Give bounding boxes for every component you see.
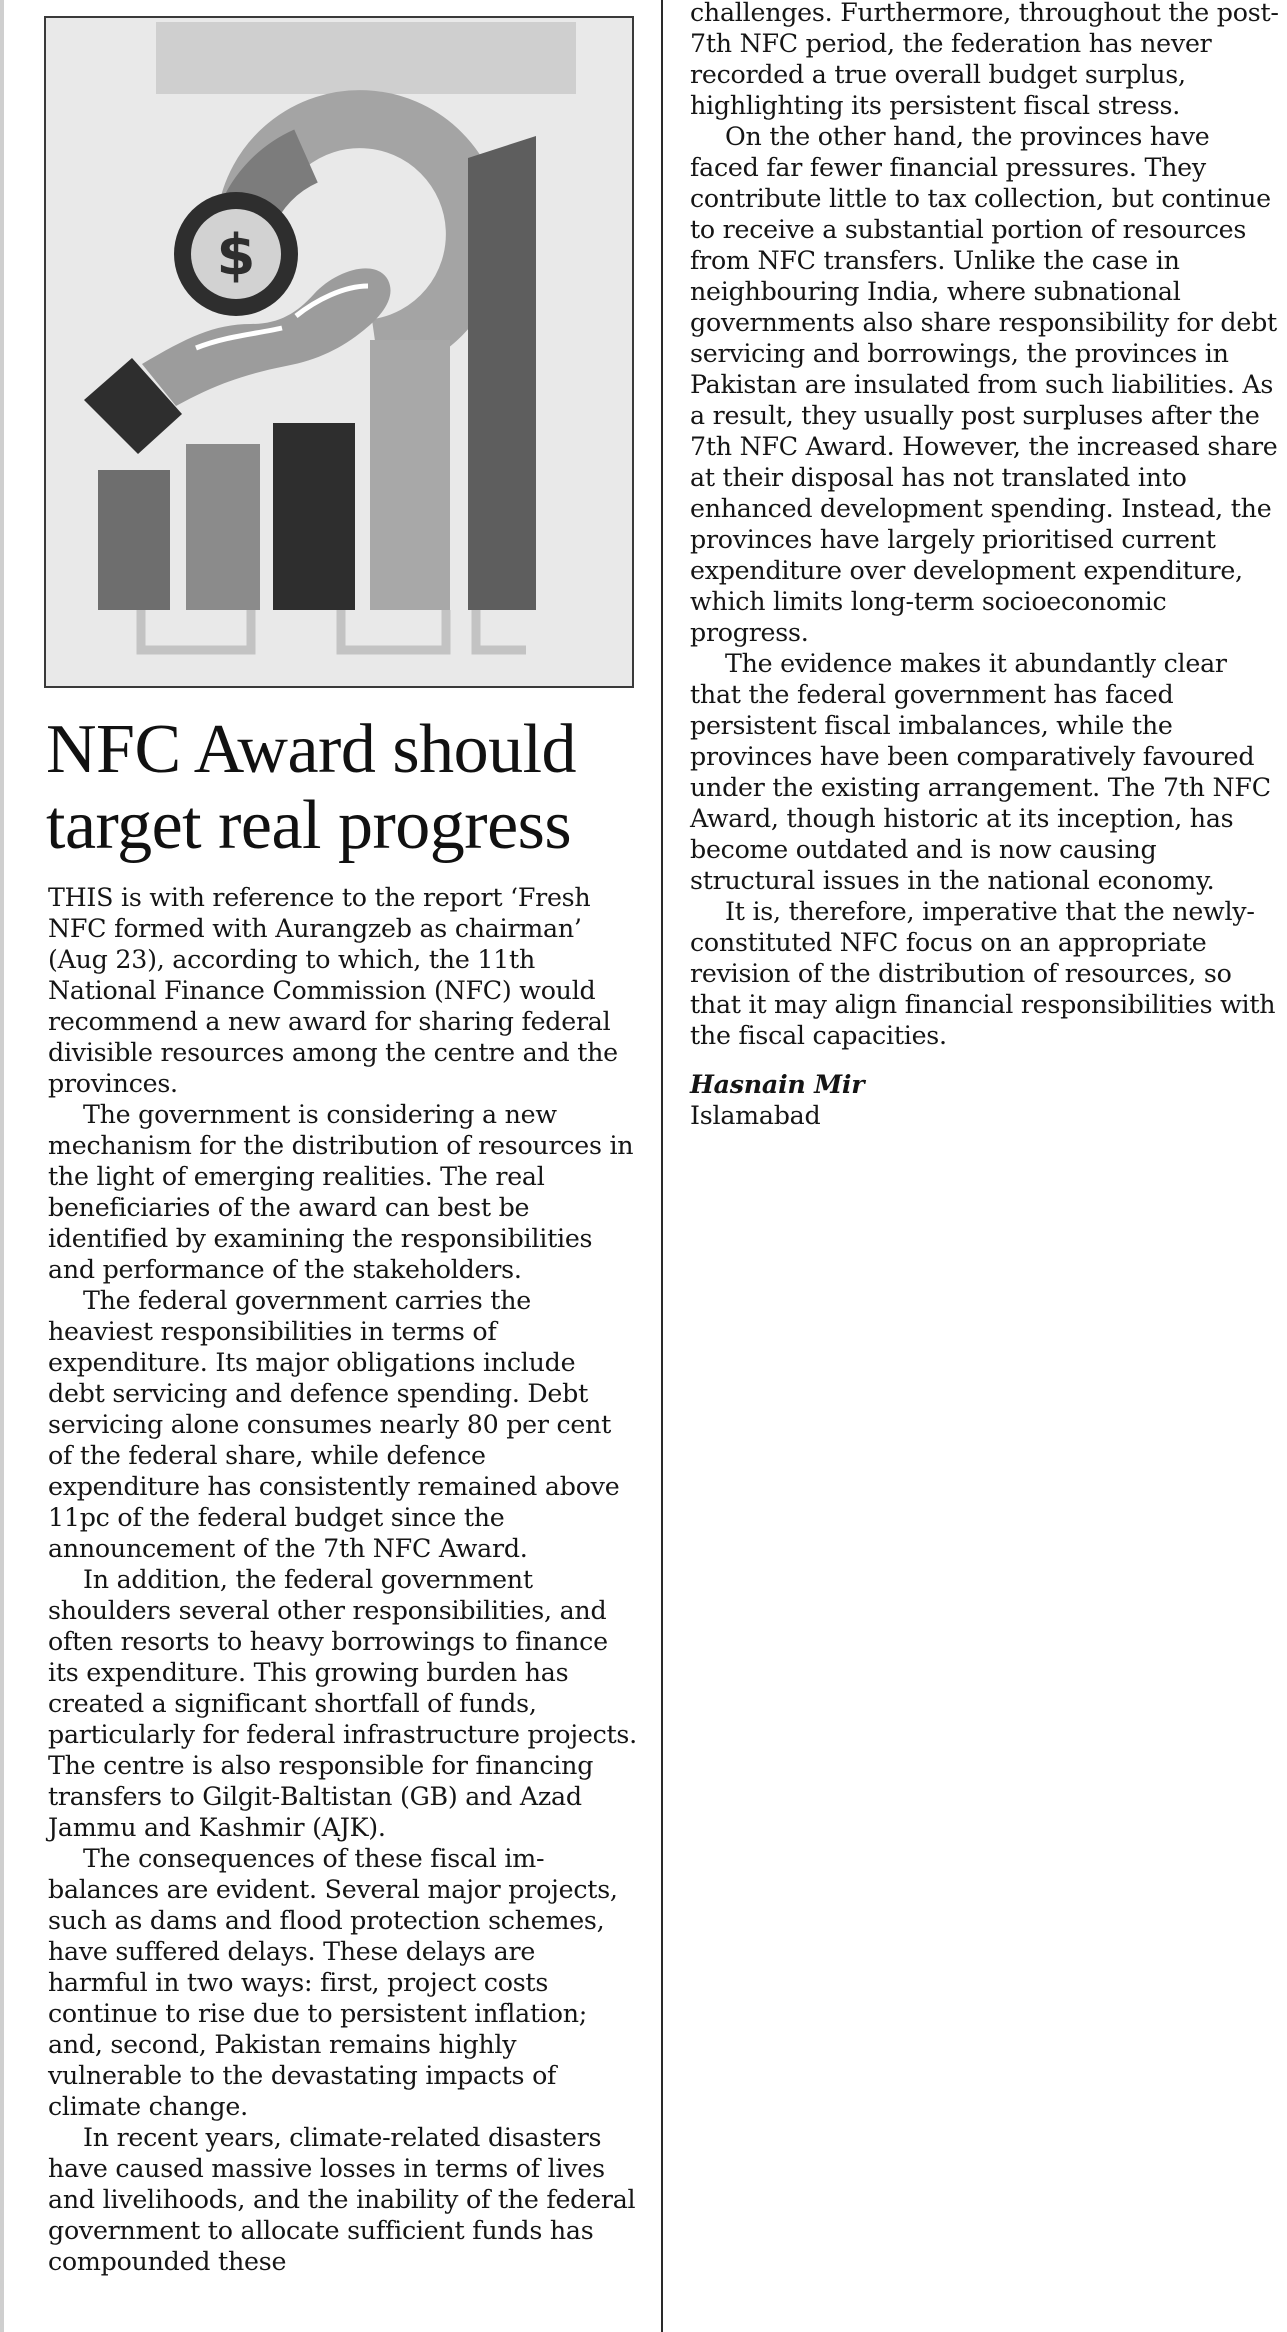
column-divider (661, 0, 663, 2332)
paragraph-6: In recent years, climate-related disasters have caused massive losses in terms of lives and livelihoods, and the inability of the federal government to allocate sufficient funds has compounded these (48, 2123, 636, 2276)
headline-line-2: target real progress (46, 787, 572, 864)
article-column-right (690, 0, 1282, 1131)
bar-2 (186, 444, 260, 610)
paragraph-5: The consequences of these fiscal imbalances are evident. Several major projects, such as dams and flood protection schemes, have suffered delays. These delays are harmful in two ways: first, project costs continue to rise due to persistent inflation; and, second, Pakistan remains highly vulnerable to the devastating impacts of climate change. (48, 1844, 618, 2121)
paragraph-8: The evidence makes it abundantly clear that the federal government has faced persistent fiscal imbalances, while the provinces have been comparatively favoured under the existing arrangement. The 7th NFC Award, though historic at its inception, has become outdated and is now causing structural issues in the national economy. (690, 649, 1271, 895)
article-column-left (48, 882, 638, 2277)
headline-line-1: NFC Award should (46, 711, 577, 788)
banner-shape (156, 22, 576, 94)
paragraph-6-continued: challenges. Furthermore, throughout the post-7th NFC period, the federation has never recorded a true overall budget surplus, highlighting its persistent fiscal stress. (690, 0, 1279, 120)
bar-5 (468, 136, 536, 610)
hand-holding-coin-with-bar-chart-icon (46, 18, 632, 686)
bar-3 (273, 423, 355, 610)
article-illustration (44, 16, 634, 688)
headline (46, 712, 646, 864)
author-name: Hasnain Mir (690, 1069, 865, 1099)
paragraph-1: THIS is with reference to the report ‘Fresh NFC formed with Aurangzeb as chairman’ (Aug 23), according to which, the 11th National Finance Commission (NFC) would recommend a new award for sharing federal divisible resources among the centre and the provinces. (48, 883, 618, 1098)
paragraph-4: In addition, the federal government shoulders several other responsibilities, and often resorts to heavy borrowings to finance its expenditure. This growing burden has created a significant shortfall of funds, particularly for federal infrastructure projects. The centre is also responsible for financing transfers to Gilgit-Baltistan (GB) and Azad Jammu and Kashmir (AJK). (48, 1565, 637, 1842)
bar-4 (370, 340, 450, 610)
dollar-sign-icon: $ (216, 223, 256, 288)
paragraph-2: The government is considering a new mechanism for the distribution of resources in the light of emerging realities. The real beneficiaries of the award can best be identified by examining the responsibilities and performance of the stakeholders. (48, 1100, 634, 1284)
bar-1 (98, 470, 170, 610)
paragraph-3: The federal government carries the heaviest responsibilities in terms of expenditure. Its major obligations include debt servicing and defence spending. Debt servicing alone consumes nearly 80 per cent of the federal share, while defence expenditure has consistently remained above 11pc of the federal budget since the announcement of the 7th NFC Award. (48, 1286, 620, 1563)
paragraph-9: It is, therefore, imperative that the newly-constituted NFC focus on an appropriate revision of the distribution of resources, so that it may align financial responsibilities with the fiscal capacities. (690, 897, 1276, 1050)
left-page-edge (0, 0, 4, 2332)
author-location: Islamabad (690, 1101, 821, 1130)
paragraph-7: On the other hand, the provinces have faced far fewer financial pressures. They contribute little to tax collection, but continue to receive a substantial portion of resources from NFC transfers. Unlike the case in neighbouring India, where subnational governments also share responsibility for debt servicing and borrowings, the provinces in Pakistan are insulated from such liabilities. As a result, they usually post surpluses after the 7th NFC Award. However, the increased share at their disposal has not translated into enhanced development spending. Instead, the provinces have largely prioritised current expenditure over development expenditure, which limits long-term socioeconomic progress. (690, 122, 1278, 647)
